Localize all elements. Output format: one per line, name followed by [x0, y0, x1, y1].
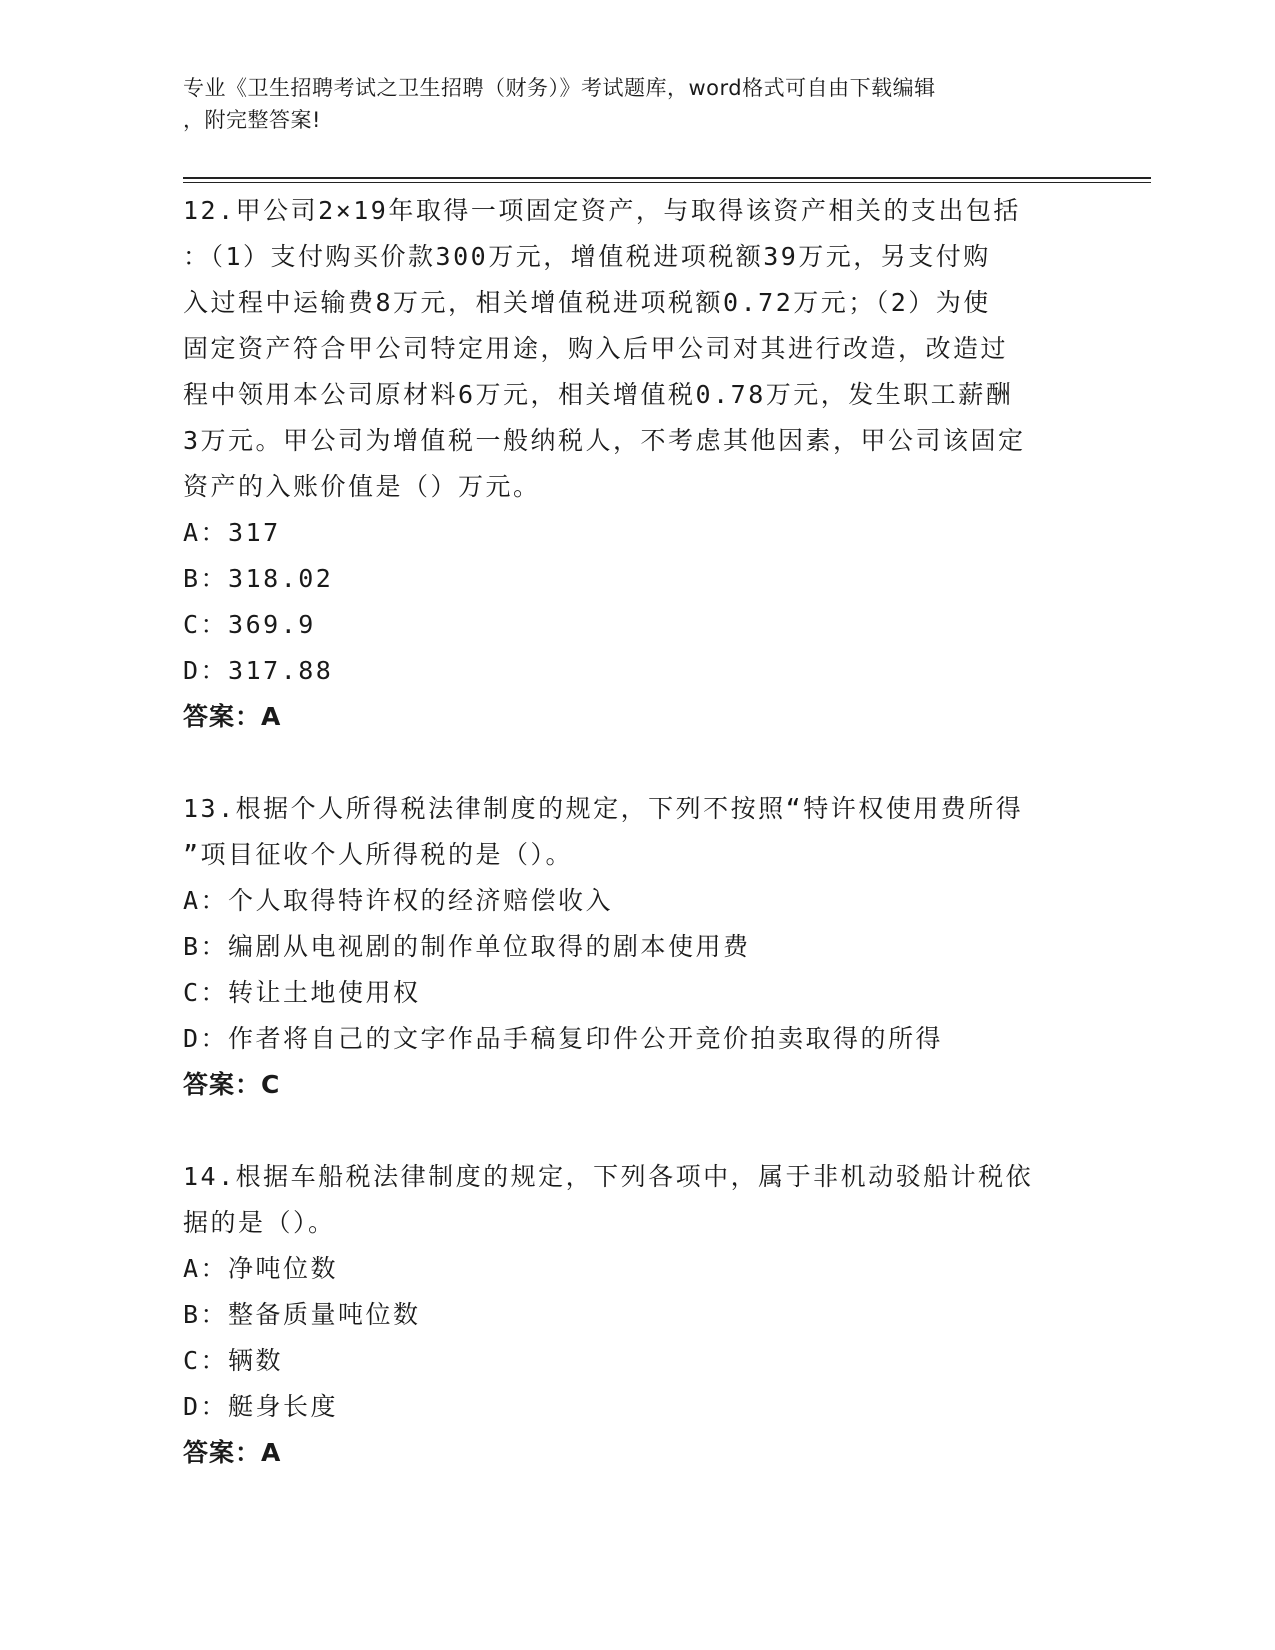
stem-line: ”项目征收个人所得税的是（）。 [183, 840, 574, 869]
stem-line: 12.甲公司2×19年取得一项固定资产，与取得该资产相关的支出包括 [183, 196, 1021, 225]
option-d: D：317.88 [183, 656, 334, 685]
stem-line: ：（1）支付购买价款300万元，增值税进项税额39万元，另支付购 [183, 242, 991, 271]
stem-line: 固定资产符合甲公司特定用途，购入后甲公司对其进行改造，改造过 [183, 334, 1009, 363]
question-gap [183, 740, 1083, 786]
question-stem [183, 188, 1083, 510]
option-d: D：作者将自己的文字作品手稿复印件公开竞价拍卖取得的所得 [183, 1024, 944, 1053]
question-list [183, 188, 1083, 1476]
option-d: D：艇身长度 [183, 1392, 339, 1421]
document-header [183, 72, 1083, 136]
answer-label: 答案：C [183, 1070, 281, 1099]
answer-label: 答案：A [183, 1438, 282, 1467]
answer-label: 答案：A [183, 702, 282, 731]
question-gap [183, 1108, 1083, 1154]
option-b: B：318.02 [183, 564, 334, 593]
option-a: A：317 [183, 518, 281, 547]
option-a: A：个人取得特许权的经济赔偿收入 [183, 886, 614, 915]
header-title-line-1: 专业《卫生招聘考试之卫生招聘（财务）》考试题库，word格式可自由下载编辑 [183, 76, 936, 100]
option-c: C：转让土地使用权 [183, 978, 421, 1007]
question-stem [183, 786, 1083, 878]
option-c: C：辆数 [183, 1346, 284, 1375]
question-12 [183, 188, 1083, 740]
option-a: A：净吨位数 [183, 1254, 339, 1283]
header-divider-thick [183, 177, 1151, 179]
header-title-line-2: ，附完整答案! [183, 108, 321, 132]
question-stem [183, 1154, 1083, 1246]
stem-line: 资产的入账价值是（）万元。 [183, 472, 541, 501]
stem-line: 14.根据车船税法律制度的规定，下列各项中，属于非机动驳船计税依 [183, 1162, 1034, 1191]
stem-line: 13.根据个人所得税法律制度的规定，下列不按照“特许权使用费所得 [183, 794, 1024, 823]
header-divider-thin [183, 182, 1151, 183]
stem-line: 入过程中运输费8万元，相关增值税进项税额0.72万元；（2）为使 [183, 288, 991, 317]
option-b: B：编剧从电视剧的制作单位取得的剧本使用费 [183, 932, 751, 961]
stem-line: 3万元。甲公司为增值税一般纳税人，不考虑其他因素，甲公司该固定 [183, 426, 1026, 455]
question-13 [183, 786, 1083, 1108]
option-c: C：369.9 [183, 610, 316, 639]
stem-line: 程中领用本公司原材料6万元，相关增值税0.78万元，发生职工薪酬 [183, 380, 1014, 409]
stem-line: 据的是（）。 [183, 1208, 336, 1237]
option-b: B：整备质量吨位数 [183, 1300, 421, 1329]
question-14 [183, 1154, 1083, 1476]
